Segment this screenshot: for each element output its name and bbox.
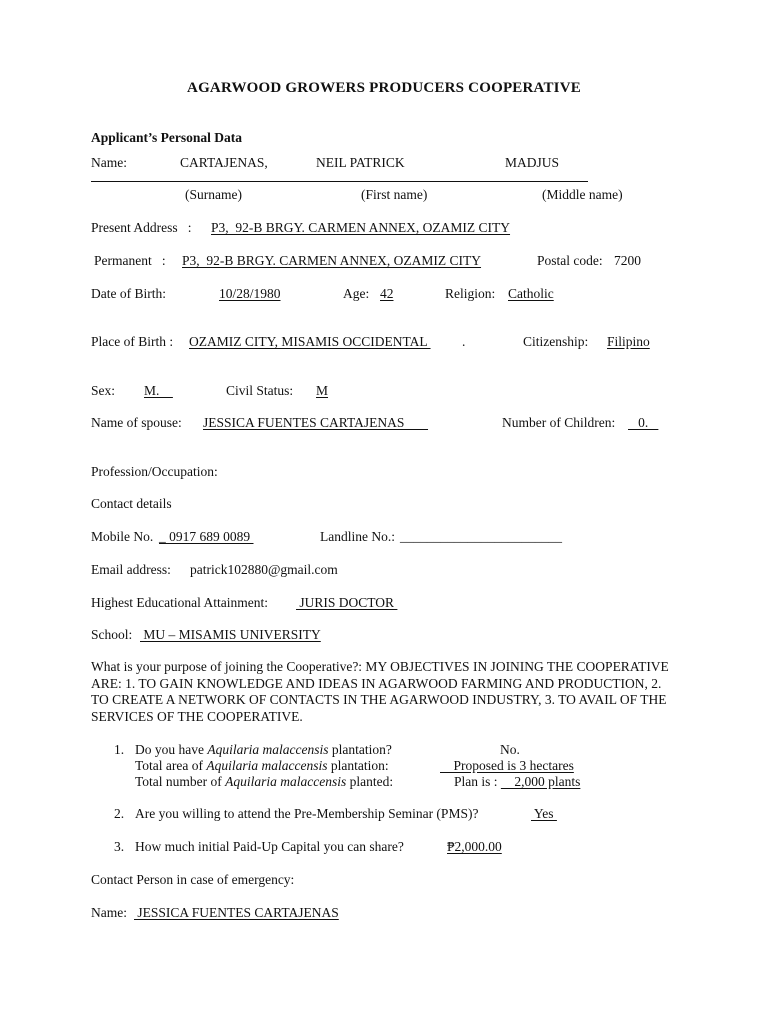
purpose-paragraph: What is your purpose of joining the Cooperative?: MY OBJECTIVES IN JOINING THE COOPERATIVE ARE: 1. TO GAIN KNOWLEDGE AND IDEAS IN AGARWOOD FARMING AND PRODUCTION, 2. TO CREATE A NETWORK OF CONTACTS IN THE AGARWOOD INDUSTRY, 3. TO AVAIL OF THE SERVICES OF THE COOPERATIVE. (91, 659, 669, 724)
q1-question-a: Do you have Aquilaria malaccensis plantation? (135, 742, 392, 757)
place-of-birth-label: Place of Birth : (91, 334, 174, 349)
middle-name-value: MADJUS (505, 155, 560, 170)
place-of-birth-value: OZAMIZ CITY, MISAMIS OCCIDENTAL (189, 334, 431, 349)
civil-status-label: Civil Status: (226, 383, 294, 398)
age-label: Age: (343, 286, 370, 301)
name-underline (91, 181, 588, 182)
q1-question-b: Total area of Aquilaria malaccensis plantation: (135, 758, 389, 773)
citizenship-value: Filipino (607, 334, 650, 349)
middle-name-caption: (Middle name) (542, 187, 623, 202)
children-value: 0. (628, 415, 659, 430)
citizenship-label: Citizenship: (523, 334, 589, 349)
spouse-label: Name of spouse: (91, 415, 182, 430)
q1-answer-c: Plan is : 2,000 plants (454, 774, 581, 789)
religion-value: Catholic (508, 286, 554, 301)
email-label: Email address: (91, 562, 171, 577)
sex-value: M. (144, 383, 173, 398)
spouse-value: JESSICA FUENTES CARTAJENAS (203, 415, 429, 430)
q1-question-c: Total number of Aquilaria malaccensis planted: (135, 774, 394, 789)
education-value: JURIS DOCTOR (296, 595, 398, 610)
q1-answer-a: No. (500, 742, 520, 757)
postal-code-value: 7200 (614, 253, 641, 268)
civil-status-value: M (316, 383, 329, 398)
religion-label: Religion: (445, 286, 496, 301)
surname-caption: (Surname) (185, 187, 242, 202)
school-value: MU – MISAMIS UNIVERSITY (140, 627, 321, 642)
present-address-label: Present Address : (91, 220, 192, 235)
q1-answer-b: Proposed is 3 hectares (440, 758, 574, 773)
sex-label: Sex: (91, 383, 116, 398)
education-label: Highest Educational Attainment: (91, 595, 268, 610)
mobile-value: _ 0917 689 0089 (159, 529, 254, 544)
q2-number: 2. (114, 806, 125, 821)
q2-question: Are you willing to attend the Pre-Membership Seminar (PMS)? (135, 806, 479, 821)
section-heading: Applicant’s Personal Data (91, 130, 242, 145)
surname-value: CARTAJENAS, (180, 155, 268, 170)
school-label: School: (91, 627, 133, 642)
children-label: Number of Children: (502, 415, 616, 430)
postal-code-label: Postal code: (537, 253, 603, 268)
place-of-birth-trail: . (462, 334, 466, 349)
age-value: 42 (380, 286, 394, 301)
landline-value: ________________________ (400, 529, 562, 544)
q1-number: 1. (114, 742, 125, 757)
first-name-caption: (First name) (361, 187, 428, 202)
q3-question: How much initial Paid-Up Capital you can share? (135, 839, 404, 854)
permanent-value: P3, 92-B BRGY. CARMEN ANNEX, OZAMIZ CITY (182, 253, 482, 268)
emergency-name-value: JESSICA FUENTES CARTAJENAS (134, 905, 339, 920)
first-name-value: NEIL PATRICK (316, 155, 405, 170)
landline-label: Landline No.: (320, 529, 395, 544)
email-value: patrick102880@gmail.com (190, 562, 338, 577)
q3-answer: ₱2,000.00 (447, 839, 502, 854)
mobile-label: Mobile No. (91, 529, 154, 544)
emergency-name-label: Name: (91, 905, 127, 920)
dob-label: Date of Birth: (91, 286, 166, 301)
q3-number: 3. (114, 839, 125, 854)
form-title: AGARWOOD GROWERS PRODUCERS COOPERATIVE (187, 80, 581, 96)
contact-heading: Contact details (91, 496, 172, 511)
permanent-label: Permanent : (94, 253, 166, 268)
present-address-value: P3, 92-B BRGY. CARMEN ANNEX, OZAMIZ CITY (211, 220, 511, 235)
profession-label: Profession/Occupation: (91, 464, 218, 479)
q2-answer: Yes (531, 806, 557, 821)
emergency-heading: Contact Person in case of emergency: (91, 872, 295, 887)
name-label: Name: (91, 155, 127, 170)
dob-value: 10/28/1980 (219, 286, 281, 301)
